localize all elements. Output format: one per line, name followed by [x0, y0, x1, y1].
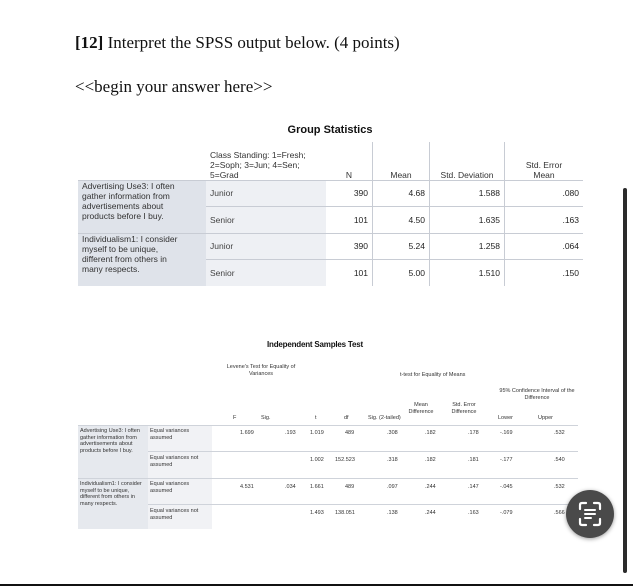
t-cell: 1.002 — [310, 457, 324, 463]
sed-cell: .178 — [468, 430, 479, 436]
sem-cell: .150 — [505, 259, 584, 286]
md-cell: .244 — [425, 484, 436, 490]
n-cell: 390 — [326, 233, 373, 259]
variable-label: Individualism1: I consider myself to be unique, different from others in many respects. — [78, 233, 206, 286]
sig-cell: .034 — [285, 484, 296, 490]
md-cell: .182 — [425, 457, 436, 463]
sed-cell: .147 — [468, 484, 479, 490]
class-standing-header: Class Standing: 1=Fresh; 2=Soph; 3=Jun; 4=Sen; 5=Grad — [206, 142, 326, 180]
sed-cell: .181 — [468, 457, 479, 463]
sem-cell: .064 — [505, 233, 584, 259]
levene-header: Levene's Test for Equality of Variances — [226, 364, 296, 377]
sem-header: Std. Error Mean — [505, 142, 584, 180]
md-cell: .244 — [425, 510, 436, 516]
sig2-header: Sig. (2-tailed) — [368, 415, 401, 421]
df-cell: 138.051 — [335, 510, 355, 516]
t-header: t — [315, 415, 317, 421]
ttest-header: t-test for Equality of Means — [400, 372, 466, 378]
group-label: Junior — [206, 180, 326, 206]
sd-header: Std. Deviation — [430, 142, 505, 180]
upper-cell: .566 — [554, 510, 565, 516]
sem-cell: .163 — [505, 206, 584, 233]
sed-header: Std. Error Difference — [451, 402, 477, 415]
n-cell: 390 — [326, 180, 373, 206]
assumption-label: Equal variances not assumed — [150, 508, 199, 521]
vertical-scrollbar[interactable] — [623, 188, 627, 573]
sd-cell: 1.588 — [430, 180, 505, 206]
question-number: [12] — [75, 33, 104, 52]
variable-label: Advertising Use3: I often gather information from advertisements about products before I buy. — [78, 180, 206, 233]
sig-header: Sig. — [261, 415, 271, 421]
group-statistics-table — [78, 142, 583, 286]
lower-cell: -.079 — [500, 510, 513, 516]
sig2-cell: .138 — [387, 510, 398, 516]
mean-cell: 4.50 — [373, 206, 430, 233]
group-label: Senior — [206, 206, 326, 233]
t-cell: 1.493 — [310, 510, 324, 516]
mean-header: Mean — [373, 142, 430, 180]
variable-label: Advertising Use3: I often gather information from advertisements about products before I buy. — [80, 428, 140, 454]
variable-label: Individualism1: I consider myself to be unique, different from others in many respects. — [80, 481, 142, 507]
assumption-label: Equal variances assumed — [150, 481, 190, 494]
n-header: N — [326, 142, 373, 180]
f-cell: 4.531 — [240, 484, 254, 490]
t-cell: 1.019 — [310, 430, 324, 436]
question-text: Interpret the SPSS output below. (4 points) — [107, 33, 400, 52]
mean-cell: 4.68 — [373, 180, 430, 206]
scan-text-icon — [566, 490, 614, 538]
table-row — [78, 233, 583, 259]
lower-cell: -.045 — [500, 484, 513, 490]
lower-header: Lower — [498, 415, 513, 421]
df-header: df — [344, 415, 349, 421]
md-cell: .182 — [425, 430, 436, 436]
upper-cell: .532 — [554, 484, 565, 490]
sig2-cell: .308 — [387, 430, 398, 436]
mean-cell: 5.00 — [373, 259, 430, 286]
group-label: Junior — [206, 233, 326, 259]
sig2-cell: .097 — [387, 484, 398, 490]
page-bottom-border — [0, 584, 633, 586]
sem-cell: .080 — [505, 180, 584, 206]
ci-header: 95% Confidence Interval of the Difference — [499, 388, 575, 401]
answer-marker[interactable]: <<begin your answer here>> — [75, 77, 273, 96]
mean-cell: 5.24 — [373, 233, 430, 259]
upper-cell: .532 — [554, 430, 565, 436]
group-statistics-title: Group Statistics — [287, 124, 373, 136]
n-cell: 101 — [326, 206, 373, 233]
lower-cell: -.177 — [500, 457, 513, 463]
sd-cell: 1.510 — [430, 259, 505, 286]
table-row — [78, 180, 583, 206]
f-cell: 1.699 — [240, 430, 254, 436]
upper-cell: .540 — [554, 457, 565, 463]
upper-header: Upper — [538, 415, 553, 421]
sd-cell: 1.635 — [430, 206, 505, 233]
scan-text-button[interactable] — [566, 490, 614, 538]
df-cell: 489 — [345, 484, 355, 490]
assumption-label: Equal variances not assumed — [150, 455, 199, 468]
independent-samples-test-title: Independent Samples Test — [267, 340, 363, 349]
md-header: Mean Difference — [408, 402, 434, 415]
sig-cell: .193 — [285, 430, 296, 436]
f-header: F — [233, 415, 237, 421]
df-cell: 489 — [345, 430, 355, 436]
question-title — [75, 33, 400, 53]
n-cell: 101 — [326, 259, 373, 286]
t-cell: 1.661 — [310, 484, 324, 490]
independent-samples-test-table — [78, 360, 578, 530]
lower-cell: -.169 — [500, 430, 513, 436]
sig2-cell: .318 — [387, 457, 398, 463]
group-label: Senior — [206, 259, 326, 286]
sd-cell: 1.258 — [430, 233, 505, 259]
sed-cell: .163 — [468, 510, 479, 516]
assumption-label: Equal variances assumed — [150, 428, 190, 441]
df-cell: 152.523 — [335, 457, 355, 463]
